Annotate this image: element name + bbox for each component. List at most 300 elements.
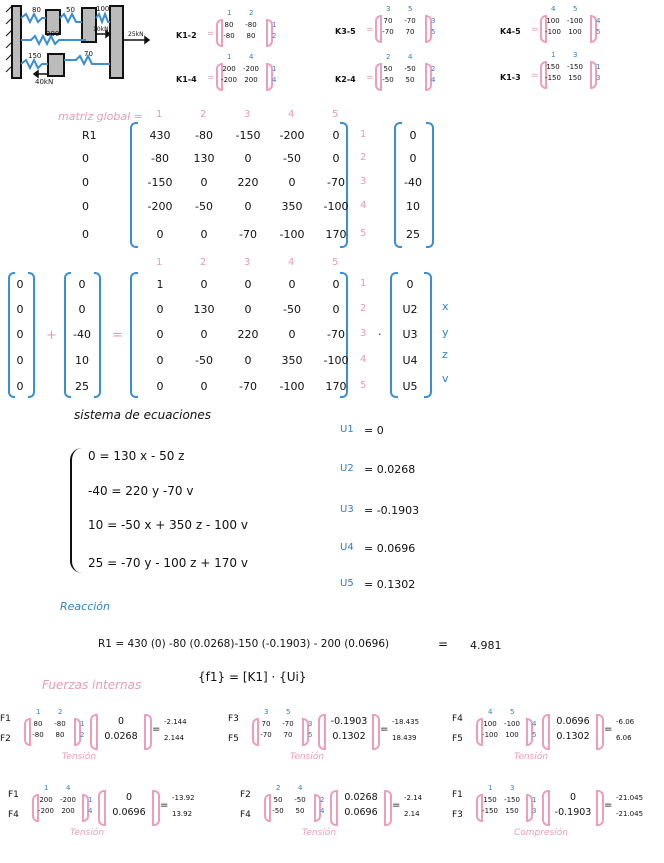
equation: 25 = -70 y - 100 z + 170 v <box>88 556 248 570</box>
second-cell: 0 <box>200 278 208 291</box>
result-value: 18.439 <box>392 734 417 742</box>
k-cell: -200 <box>38 807 54 815</box>
second-cell: 0 <box>156 380 164 393</box>
reaction-vector-cell: 0 <box>16 278 24 291</box>
k-cell: -70 <box>282 720 294 728</box>
k-cell: 50 <box>295 807 305 815</box>
global-row-index: 2 <box>360 152 367 163</box>
result-value: 6.06 <box>616 734 632 742</box>
force-label-bottom: F5 <box>452 734 463 744</box>
force-label-top: F2 <box>240 790 251 800</box>
local-k-col-index: 4 <box>408 53 413 61</box>
u-value: 0.0696 <box>556 716 590 727</box>
second-cell: -70 <box>327 328 345 341</box>
global-left-value: 0 <box>82 200 89 213</box>
solution-label: U3 <box>340 504 354 515</box>
diagram-label-200: 200 <box>46 30 60 38</box>
local-k-cell: -100 <box>567 17 583 25</box>
global-cell: 0 <box>244 200 252 213</box>
equation: -40 = 220 y -70 v <box>88 484 194 498</box>
u-value: 0.0696 <box>344 807 378 818</box>
global-cell: -150 <box>147 176 173 189</box>
global-cell: -80 <box>195 129 213 142</box>
k-cell: -80 <box>32 731 44 739</box>
internal-title: Fuerzas internas <box>42 678 142 692</box>
spring-diagram <box>0 0 165 90</box>
second-bracket-left <box>130 272 138 398</box>
force-vector-cell: 0 <box>78 278 86 291</box>
second-cell: 0 <box>244 303 252 316</box>
second-cell: 0 <box>156 303 164 316</box>
u-bracket-left <box>318 714 326 750</box>
local-k-col-index: 5 <box>408 5 413 13</box>
global-cell: 350 <box>281 200 303 213</box>
diagram-label-10kn: 10kN <box>93 26 109 33</box>
local-k-col-index: 4 <box>249 53 254 61</box>
k-col-index: 2 <box>276 784 281 792</box>
solution-label: U4 <box>340 542 354 553</box>
k-cell: -80 <box>54 720 66 728</box>
unknown-cell: 0 <box>406 278 414 291</box>
reaction-vector-cell: 0 <box>16 380 24 393</box>
k-col-index: 5 <box>510 708 515 716</box>
global-force: 25 <box>406 228 420 241</box>
local-k-cell: 100 <box>546 17 560 25</box>
force-label-bottom: F3 <box>452 810 463 820</box>
u-value: -0.1903 <box>554 807 592 818</box>
local-k-col-index: 3 <box>386 5 391 13</box>
force-vector-cell: 10 <box>75 354 89 367</box>
global-cell: -200 <box>279 129 305 142</box>
k-cell: -50 <box>272 807 284 815</box>
local-k-row-index: 4 <box>596 17 601 25</box>
local-k-cell: -50 <box>382 76 394 84</box>
local-k-col-index: 1 <box>227 9 232 17</box>
local-k-cell: -50 <box>404 65 416 73</box>
local-k-eq: = <box>366 25 374 35</box>
u-value: 0 <box>125 792 133 803</box>
global-title: matriz global = <box>58 110 143 123</box>
reaction-expression: R1 = 430 (0) -80 (0.0268)-150 (-0.1903) - 200 (0.0696) <box>98 638 390 650</box>
local-k-cell: 70 <box>383 17 393 25</box>
force-type: Compresión <box>514 828 568 838</box>
second-col-index: 3 <box>244 257 251 268</box>
k-cell: -150 <box>482 807 498 815</box>
force-label-top: F4 <box>452 714 463 724</box>
second-cell: 0 <box>288 328 296 341</box>
second-col-index: 2 <box>200 257 207 268</box>
second-cell: -100 <box>323 354 349 367</box>
result-value: -2.14 <box>404 794 423 802</box>
local-k-row-index: 5 <box>596 28 601 36</box>
variable-label: z <box>442 348 448 361</box>
u-bracket-left <box>542 790 550 826</box>
force-label-top: F1 <box>0 714 11 724</box>
k-cell: -200 <box>60 796 76 804</box>
force-vector-cell: -40 <box>73 328 91 341</box>
local-k-eq: = <box>531 25 539 35</box>
local-k-col-index: 4 <box>551 5 556 13</box>
k-col-index: 4 <box>66 784 71 792</box>
force-type: Tensión <box>302 828 337 838</box>
k-col-index: 1 <box>44 784 49 792</box>
local-k-name: K3-5 <box>335 27 356 36</box>
solution-value: = 0.0268 <box>364 463 416 476</box>
solution-label: U2 <box>340 463 354 474</box>
global-cell: -50 <box>195 200 213 213</box>
local-k-eq: = <box>207 73 215 83</box>
local-k-col-index: 2 <box>249 9 254 17</box>
u-bracket-right <box>152 790 160 826</box>
force-type: Tensión <box>290 752 325 762</box>
force-label-top: F3 <box>228 714 239 724</box>
k-col-index: 4 <box>488 708 493 716</box>
result-value: -13.92 <box>172 794 195 802</box>
second-cell: -50 <box>195 354 213 367</box>
u-bracket-right <box>372 714 380 750</box>
local-k-name: K1-4 <box>176 75 197 84</box>
result-value: -2.144 <box>164 718 187 726</box>
local-k-cell: 150 <box>568 74 582 82</box>
k-row-index: 4 <box>88 807 93 815</box>
local-k-row-index: 3 <box>596 74 601 82</box>
global-bracket-left <box>130 122 138 248</box>
u-value: 0 <box>569 792 577 803</box>
solution-label: U1 <box>340 424 354 435</box>
second-cell: 0 <box>156 354 164 367</box>
local-k-col-index: 1 <box>551 51 556 59</box>
global-cell: 0 <box>200 176 208 189</box>
solution-value: = 0.0696 <box>364 542 416 555</box>
u-value: 0.0268 <box>344 792 378 803</box>
global-force: -40 <box>404 176 422 189</box>
u-bracket-right <box>596 714 604 750</box>
unknown-cell: U3 <box>402 328 418 341</box>
force-type: Tensión <box>62 752 97 762</box>
local-k-row-index: 2 <box>272 32 277 40</box>
second-col-index: 4 <box>288 257 295 268</box>
global-col-index: 5 <box>332 109 339 120</box>
local-k-cell: 80 <box>246 32 256 40</box>
second-row-index: 4 <box>360 354 367 365</box>
unknown-cell: U2 <box>402 303 418 316</box>
second-cell: 0 <box>244 278 252 291</box>
global-cell: 0 <box>244 152 252 165</box>
reaction-vector-cell: 0 <box>16 328 24 341</box>
solution-value: = 0.1302 <box>364 578 416 591</box>
k-col-index: 5 <box>286 708 291 716</box>
global-force: 0 <box>409 129 417 142</box>
second-cell: -50 <box>283 303 301 316</box>
global-cell: 0 <box>332 129 340 142</box>
local-k-cell: 200 <box>244 76 258 84</box>
result-value: -21.045 <box>616 810 644 818</box>
diagram-label-40kn: 40kN <box>35 78 54 86</box>
global-cell: -80 <box>151 152 169 165</box>
k-cell: 100 <box>483 720 497 728</box>
second-cell: 130 <box>193 303 215 316</box>
local-k-row-index: 1 <box>596 63 601 71</box>
global-cell: 430 <box>149 129 171 142</box>
global-row-index: 1 <box>360 129 367 140</box>
diagram-label-50: 50 <box>66 6 75 14</box>
local-k-cell: 80 <box>224 21 234 29</box>
second-cell: 220 <box>237 328 259 341</box>
second-cell: 0 <box>156 328 164 341</box>
local-k-cell: 150 <box>546 63 560 71</box>
second-cell: 0 <box>332 303 340 316</box>
k-row-index: 1 <box>88 796 93 804</box>
k-cell: -50 <box>294 796 306 804</box>
reaction-title: Reacción <box>60 600 111 613</box>
u-bracket-left <box>98 790 106 826</box>
second-cell: 170 <box>325 380 347 393</box>
second-row-index: 3 <box>360 328 367 339</box>
local-k-name: K2-4 <box>335 75 356 84</box>
second-cell: 0 <box>200 328 208 341</box>
diagram-label-70: 70 <box>84 50 93 58</box>
local-k-row-index: 4 <box>431 76 436 84</box>
force-type: Tensión <box>70 828 105 838</box>
global-left-value: 0 <box>82 228 89 241</box>
global-left-value: 0 <box>82 152 89 165</box>
second-cell: -70 <box>239 380 257 393</box>
force-type: Tensión <box>514 752 549 762</box>
force-label-bottom: F4 <box>8 810 19 820</box>
force-label-bottom: F5 <box>228 734 239 744</box>
k-cell: -100 <box>482 731 498 739</box>
global-row-index: 4 <box>360 200 367 211</box>
local-k-cell: -150 <box>545 74 561 82</box>
global-cell: -70 <box>327 176 345 189</box>
reaction-equals: = <box>438 637 449 651</box>
global-col-index: 3 <box>244 109 251 120</box>
k-col-index: 2 <box>58 708 63 716</box>
global-force: 10 <box>406 200 420 213</box>
u-bracket-left <box>542 714 550 750</box>
local-k-cell: -200 <box>243 65 259 73</box>
k-cell: 80 <box>55 731 65 739</box>
k-row-index: 1 <box>80 720 85 728</box>
u-bracket-right <box>144 714 152 750</box>
equation: 10 = -50 x + 350 z - 100 v <box>88 518 248 532</box>
k-cell: 100 <box>505 731 519 739</box>
second-cell: 0 <box>244 354 252 367</box>
local-k-name: K4-5 <box>500 27 521 36</box>
second-cell: -100 <box>279 380 305 393</box>
result-equals: = <box>604 800 613 811</box>
k-cell: 50 <box>273 796 283 804</box>
global-col-index: 1 <box>156 109 163 120</box>
k-row-index: 1 <box>532 796 537 804</box>
force-vector-cell: 0 <box>78 303 86 316</box>
u-value: 0.0696 <box>112 807 146 818</box>
k-cell: 70 <box>261 720 271 728</box>
second-col-index: 1 <box>156 257 163 268</box>
local-k-row-index: 1 <box>272 65 277 73</box>
force-label-bottom: F4 <box>240 810 251 820</box>
result-equals: = <box>152 724 161 735</box>
local-k-cell: -80 <box>245 21 257 29</box>
local-k-row-index: 5 <box>431 28 436 36</box>
local-k-cell: 70 <box>405 28 415 36</box>
local-k-col-index: 5 <box>573 5 578 13</box>
spring-diagram-drawing <box>0 0 165 90</box>
global-cell: -100 <box>279 228 305 241</box>
second-row-index: 1 <box>360 278 367 289</box>
k-cell: -70 <box>260 731 272 739</box>
u-value: 0.1302 <box>332 731 366 742</box>
u-value: 0 <box>117 716 125 727</box>
reaction-result: 4.981 <box>470 639 502 652</box>
k-cell: -150 <box>504 796 520 804</box>
k-cell: -100 <box>504 720 520 728</box>
variable-label: v <box>442 372 449 385</box>
local-k-col-index: 3 <box>573 51 578 59</box>
k-row-index: 4 <box>532 720 537 728</box>
second-row-index: 2 <box>360 303 367 314</box>
k-col-index: 1 <box>36 708 41 716</box>
global-cell: -100 <box>323 200 349 213</box>
global-cell: 0 <box>200 228 208 241</box>
local-k-cell: -200 <box>221 76 237 84</box>
second-cell: 350 <box>281 354 303 367</box>
k-row-index: 2 <box>320 796 325 804</box>
global-cell: -200 <box>147 200 173 213</box>
k-col-index: 4 <box>298 784 303 792</box>
second-cell: 1 <box>156 278 164 291</box>
second-row-index: 5 <box>360 380 367 391</box>
k-cell: 80 <box>33 720 43 728</box>
u-bracket-right <box>384 790 392 826</box>
local-k-eq: = <box>531 71 539 81</box>
global-cell: 0 <box>288 176 296 189</box>
k-cell: 70 <box>283 731 293 739</box>
local-k-col-index: 2 <box>386 53 391 61</box>
solution-value: = 0 <box>364 424 384 437</box>
solution-value: = -0.1903 <box>364 504 420 517</box>
local-k-cell: -70 <box>404 17 416 25</box>
k-row-index: 4 <box>320 807 325 815</box>
local-k-eq: = <box>366 73 374 83</box>
local-k-col-index: 1 <box>227 53 232 61</box>
local-k-cell: 200 <box>222 65 236 73</box>
global-left-value: R1 <box>82 129 97 142</box>
variable-label: y <box>442 326 449 339</box>
local-k-cell: 50 <box>383 65 393 73</box>
result-equals: = <box>380 724 389 735</box>
second-cell: 0 <box>332 278 340 291</box>
force-label-bottom: F2 <box>0 734 11 744</box>
u-value: -0.1903 <box>330 716 368 727</box>
reaction-vector-cell: 0 <box>16 303 24 316</box>
k-row-index: 5 <box>532 731 537 739</box>
global-cell: 0 <box>156 228 164 241</box>
global-row-index: 3 <box>360 176 367 187</box>
result-value: 2.14 <box>404 810 420 818</box>
internal-formula: {f1} = [K1] · {Ui} <box>198 670 307 684</box>
local-k-cell: 100 <box>568 28 582 36</box>
global-cell: -50 <box>283 152 301 165</box>
diagram-label-80: 80 <box>32 6 41 14</box>
u-bracket-right <box>596 790 604 826</box>
global-cell: 0 <box>332 152 340 165</box>
u-bracket-left <box>330 790 338 826</box>
result-equals: = <box>160 800 169 811</box>
global-left-value: 0 <box>82 176 89 189</box>
local-k-name: K1-2 <box>176 31 197 40</box>
k-row-index: 3 <box>532 807 537 815</box>
system-title: sistema de ecuaciones <box>74 408 212 422</box>
global-cell: 170 <box>325 228 347 241</box>
plus-sign: + <box>46 328 57 343</box>
local-k-row-index: 1 <box>272 21 277 29</box>
result-value: 13.92 <box>172 810 193 818</box>
dot-sign: · <box>378 328 382 341</box>
k-cell: 200 <box>39 796 53 804</box>
force-label-top: F1 <box>8 790 19 800</box>
k-cell: 150 <box>505 807 519 815</box>
local-k-cell: -150 <box>567 63 583 71</box>
global-col-index: 4 <box>288 109 295 120</box>
local-k-row-index: 4 <box>272 76 277 84</box>
global-force: 0 <box>409 152 417 165</box>
result-equals: = <box>604 724 613 735</box>
result-value: -18.435 <box>392 718 420 726</box>
result-value: -21.045 <box>616 794 644 802</box>
solution-label: U5 <box>340 578 354 589</box>
diagram-label-150: 150 <box>28 52 42 60</box>
equations-brace <box>70 448 92 573</box>
k-col-index: 1 <box>488 784 493 792</box>
local-k-eq: = <box>207 29 215 39</box>
diagram-label-100: 100 <box>96 5 110 13</box>
u-value: 0.0268 <box>104 731 138 742</box>
global-cell: 220 <box>237 176 259 189</box>
local-k-cell: -70 <box>382 28 394 36</box>
unknown-cell: U5 <box>402 380 418 393</box>
k-row-index: 5 <box>308 731 313 739</box>
global-cell: -150 <box>235 129 261 142</box>
result-equals: = <box>392 800 401 811</box>
local-k-cell: -100 <box>545 28 561 36</box>
u-value: 0.1302 <box>556 731 590 742</box>
k-row-index: 2 <box>80 731 85 739</box>
global-cell: -70 <box>239 228 257 241</box>
global-cell: 130 <box>193 152 215 165</box>
result-value: 2.144 <box>164 734 185 742</box>
k-cell: 150 <box>483 796 497 804</box>
local-k-name: K1-3 <box>500 73 521 82</box>
local-k-cell: 50 <box>405 76 415 84</box>
k-col-index: 3 <box>510 784 515 792</box>
k-col-index: 3 <box>264 708 269 716</box>
reaction-vector-cell: 0 <box>16 354 24 367</box>
result-value: -6.06 <box>616 718 635 726</box>
diagram-label-25kn: 25kN <box>128 31 144 38</box>
second-cell: 0 <box>288 278 296 291</box>
unknown-cell: U4 <box>402 354 418 367</box>
local-k-cell: -80 <box>223 32 235 40</box>
k-cell: 200 <box>61 807 75 815</box>
force-vector-cell: 25 <box>75 380 89 393</box>
k-row-index: 3 <box>308 720 313 728</box>
global-row-index: 5 <box>360 228 367 239</box>
local-k-row-index: 3 <box>431 17 436 25</box>
variable-label: x <box>442 300 449 313</box>
local-k-row-index: 2 <box>431 65 436 73</box>
force-label-top: F1 <box>452 790 463 800</box>
